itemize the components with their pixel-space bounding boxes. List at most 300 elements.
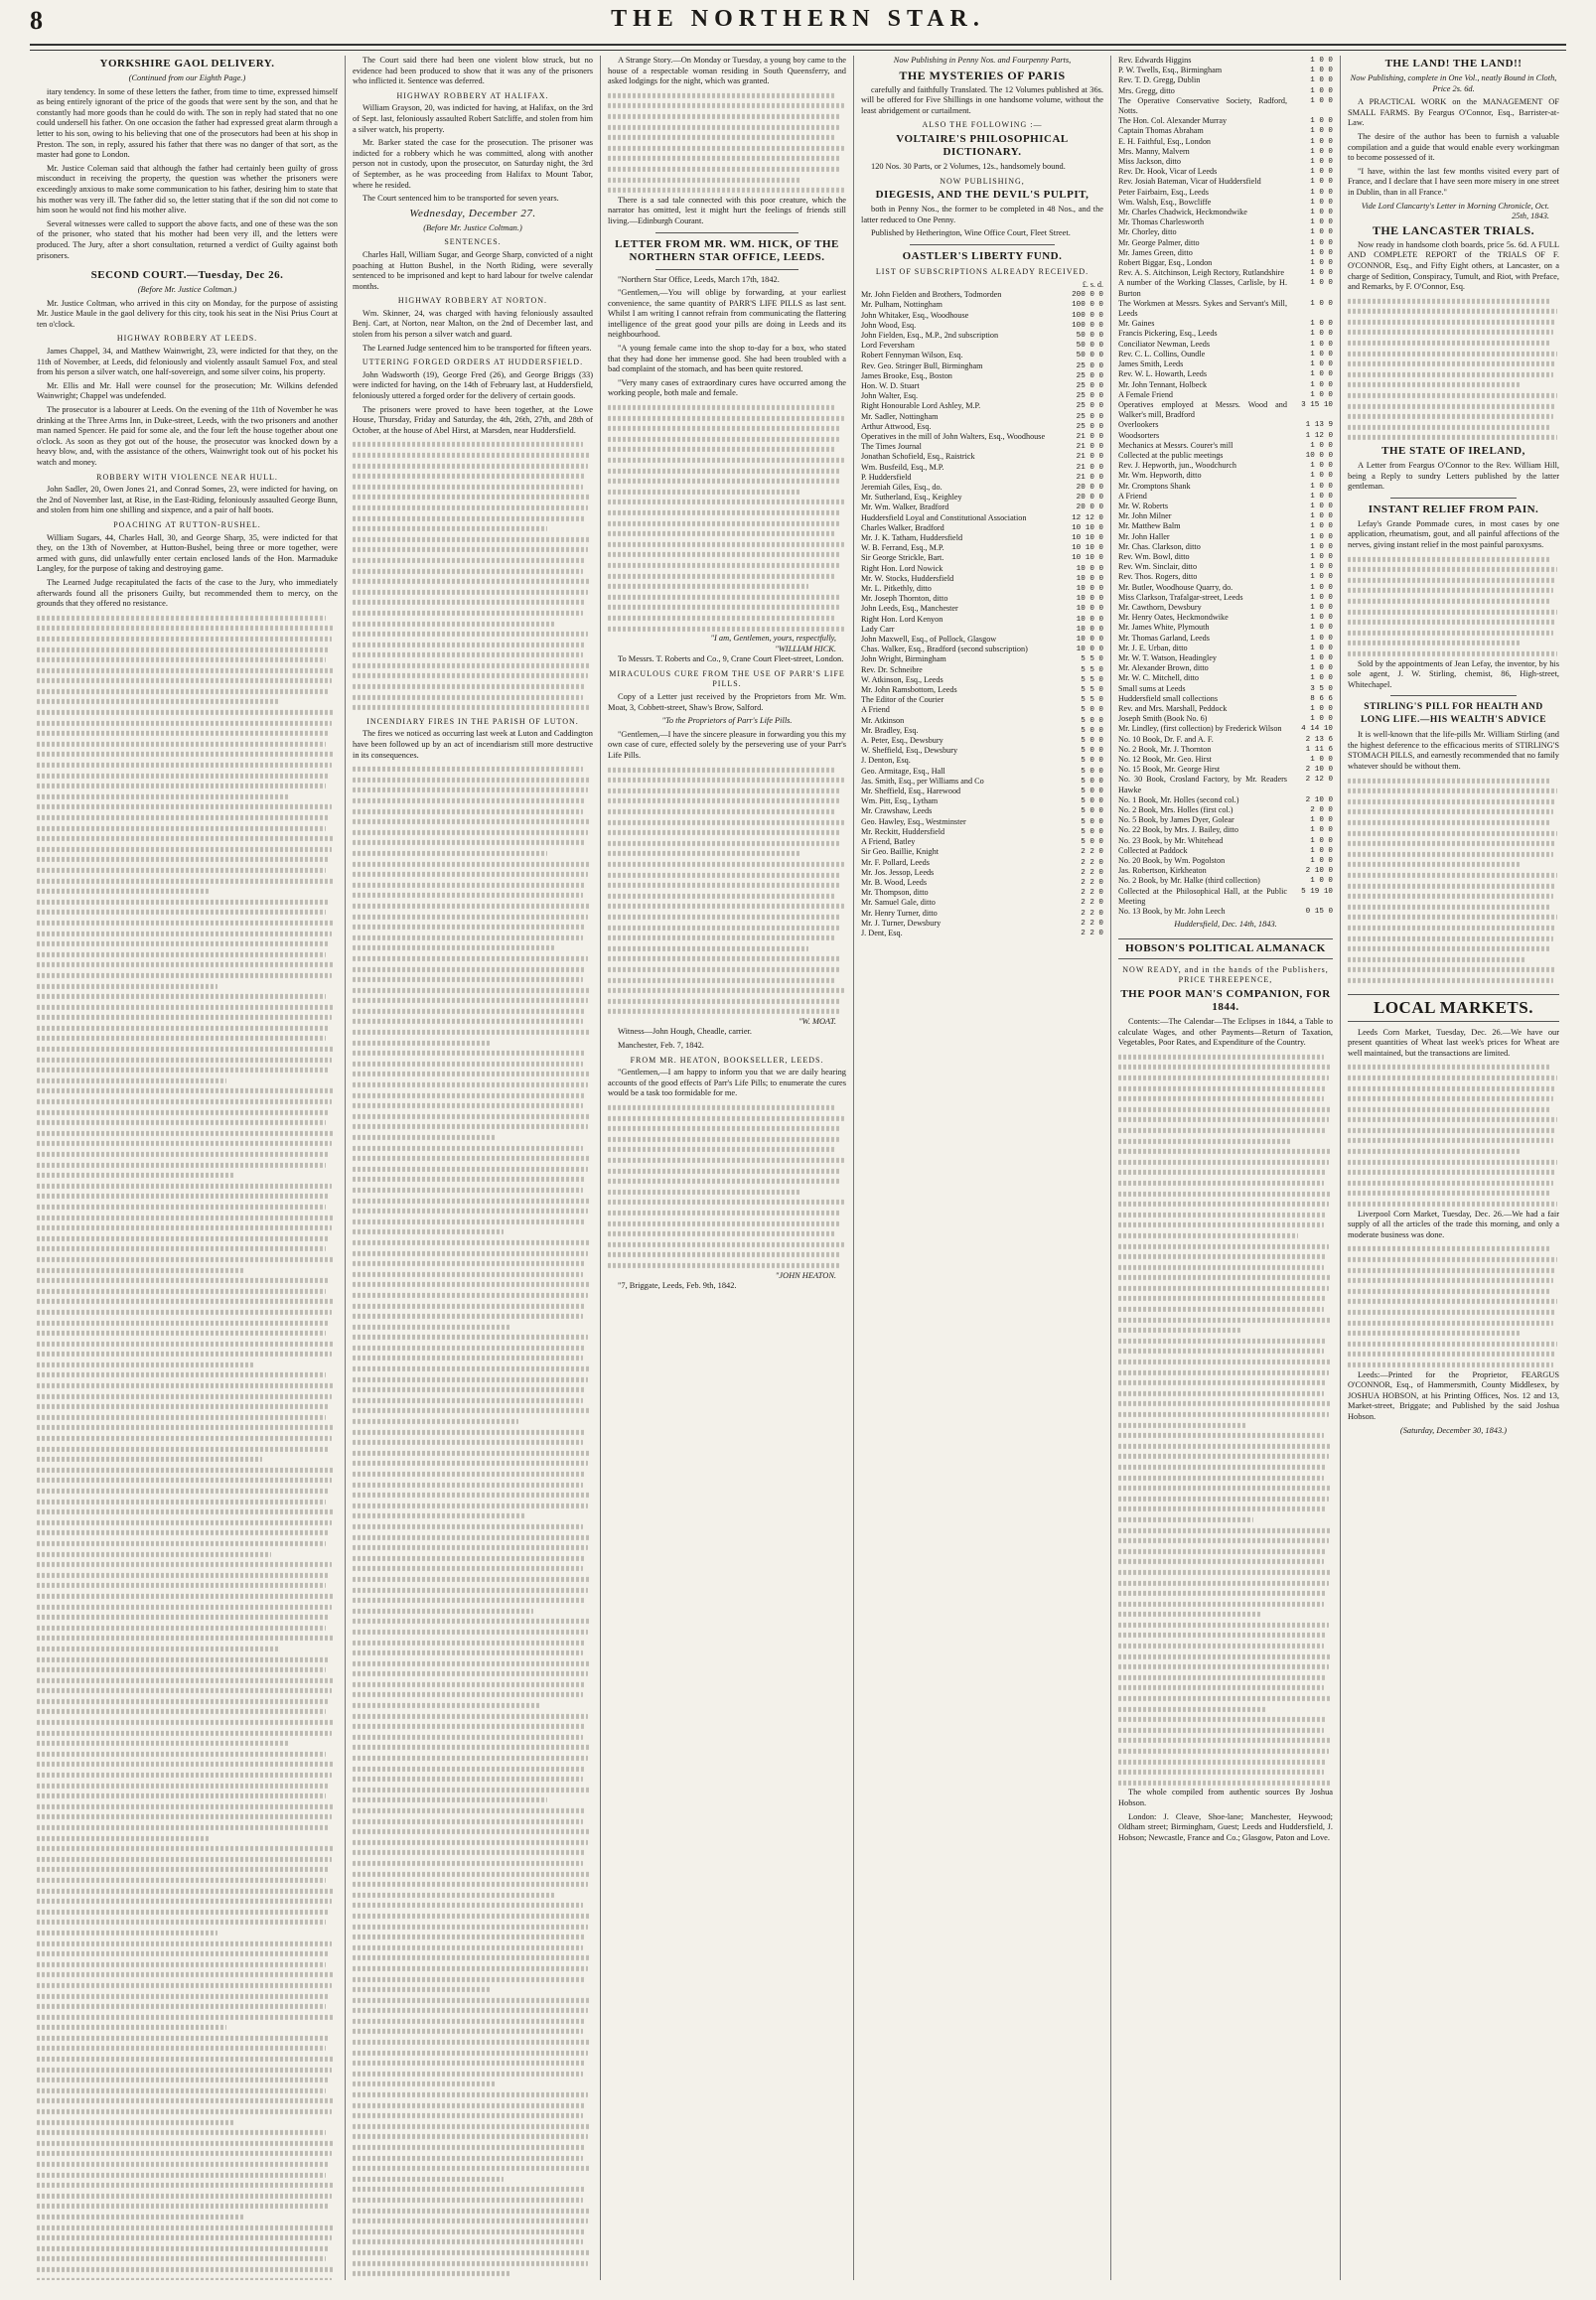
print-line [37, 1047, 335, 1052]
subscription-row [861, 422, 1103, 432]
print-line [1118, 1055, 1324, 1060]
subscriber-name: W. B. Ferrand, Esq., M.P. [861, 543, 944, 553]
print-line [37, 1372, 326, 1377]
print-line [1348, 330, 1553, 335]
subscription-amount: 1 0 0 [1310, 573, 1333, 582]
print-line [1348, 1181, 1553, 1186]
print-line [37, 1468, 335, 1473]
print-line [353, 1135, 497, 1140]
print-line [1118, 1497, 1329, 1502]
subscription-amount: 25 0 0 [1076, 412, 1103, 421]
print-line [353, 988, 591, 993]
subscription-row [861, 878, 1103, 888]
article-paragraph: There is a sad tale connected with this poor creature, which the narrator has omitted, lest it might hurt the feelings of friends still living.—Edinburgh Courant. [608, 195, 846, 225]
print-line [1118, 1128, 1327, 1133]
subscription-row [861, 654, 1103, 664]
print-line [1348, 588, 1553, 593]
print-line [37, 763, 332, 768]
subscriber-name: James Brooke, Esq., Boston [861, 370, 952, 380]
print-line [1118, 1633, 1327, 1638]
subscriber-name: A Female Friend [1118, 389, 1174, 399]
print-line [353, 1072, 591, 1077]
print-line [353, 1041, 490, 1046]
subscriber-name: John Walter, Esq. [861, 391, 919, 401]
subscription-row [861, 837, 1103, 847]
subscription-amount: 1 0 0 [1310, 86, 1333, 95]
subscriber-name: Mr. J. Turner, Dewsbury [861, 918, 942, 928]
subscription-row [1118, 319, 1333, 329]
print-line [37, 2025, 226, 2030]
subscription-amount: 20 0 0 [1076, 483, 1103, 492]
print-line [353, 1019, 583, 1024]
print-line [1348, 435, 1557, 440]
subscription-amount: 1 0 0 [1310, 209, 1333, 217]
subscriber-name: No. 2 Book, Mrs. Holles (first col.) [1118, 805, 1233, 815]
small-print [353, 764, 593, 2280]
print-line [608, 872, 841, 877]
print-line [37, 721, 332, 726]
subscription-amount: 1 0 0 [1310, 653, 1333, 662]
subscriber-name: Peter Fairbairn, Esq., Leeds [1118, 187, 1209, 197]
subscription-amount: 5 5 0 [1081, 696, 1103, 705]
print-line [1118, 1254, 1327, 1259]
print-line [37, 1131, 335, 1136]
subscriber-name: Mr. Butler, Woodhouse Quarry, do. [1118, 582, 1233, 592]
print-line [37, 2151, 332, 2156]
subscriber-name: The Times Journal [861, 442, 922, 452]
print-line [353, 1156, 591, 1161]
print-line [353, 1009, 586, 1014]
subscription-amount: 25 0 0 [1076, 392, 1103, 401]
subscription-row [1118, 157, 1333, 167]
article-paragraph: William Sugars, 44, Charles Hall, 30, and George Sharp, 35, were indicted for that they, on the 13th of November, at Hutton-Bushel, being three or more together, were armed with guns, did unlawfully enter certain enclosed lands of the Hon. Marmaduke Langley, for the purpose of taking and destroying game. [37, 532, 338, 574]
subscription-amount: 21 0 0 [1076, 443, 1103, 452]
subscription-row [861, 513, 1103, 523]
print-line [353, 1893, 554, 1898]
subscription-row [861, 321, 1103, 331]
subscription-row [1118, 724, 1333, 734]
small-print [1348, 776, 1559, 986]
print-line [37, 1784, 329, 1789]
subscription-row [861, 888, 1103, 898]
article-paragraph: Mr. Ellis and Mr. Hall were counsel for the prosecution; Mr. Wilkins defended Wainwright; Chappel was undefended. [37, 380, 338, 401]
subscription-row [1118, 96, 1333, 116]
print-line [37, 2267, 335, 2272]
print-line [1348, 567, 1557, 572]
print-line [353, 1598, 586, 1603]
print-line [353, 2250, 591, 2255]
subscription-row [1118, 755, 1333, 765]
print-line [353, 1735, 583, 1740]
print-line [1348, 341, 1550, 346]
print-line [353, 632, 588, 637]
subscription-row [861, 584, 1103, 594]
print-line [608, 1252, 841, 1257]
print-line [353, 1692, 583, 1697]
subscriber-name: A Friend [861, 705, 890, 715]
subscriber-name: Mr. Chas. Clarkson, ditto [1118, 541, 1201, 551]
print-line [353, 2072, 583, 2077]
print-line [353, 1366, 591, 1371]
subscriber-name: Wm. Busfeild, Esq., M.P. [861, 462, 944, 472]
subscription-row [1118, 227, 1333, 237]
subscription-amount: 2 2 0 [1081, 868, 1103, 877]
print-line [1118, 1401, 1331, 1406]
print-line [353, 1493, 591, 1498]
subscriber-name: Mr. George Palmer, ditto [1118, 237, 1200, 247]
subscription-amount: 1 0 0 [1310, 198, 1333, 207]
small-print [608, 765, 846, 1017]
print-line [37, 1636, 335, 1641]
subscriber-name: Francis Pickering, Esq., Leeds [1118, 329, 1218, 339]
subscription-row [1118, 502, 1333, 511]
print-line [37, 1246, 326, 1251]
subscription-row [1118, 75, 1333, 85]
print-line [1118, 1380, 1327, 1385]
print-line [37, 1394, 332, 1399]
subscription-amount: 5 5 0 [1081, 675, 1103, 684]
print-line [353, 966, 586, 971]
page-columns [30, 56, 1566, 2280]
article-subheading: (Before Mr. Justice Coltman.) [137, 285, 237, 295]
print-line [353, 1777, 583, 1782]
subscription-amount: 1 0 0 [1310, 137, 1333, 146]
print-line [353, 652, 583, 657]
subscription-amount: 1 0 0 [1310, 117, 1333, 126]
print-line [1118, 1339, 1327, 1344]
print-line [353, 1587, 588, 1592]
subscriber-name: Mrs. Manny, Malvern [1118, 146, 1190, 156]
subscription-row [861, 543, 1103, 553]
subscription-amount: 1 0 0 [1310, 168, 1333, 177]
subscription-amount: 21 0 0 [1076, 473, 1103, 482]
print-line [353, 695, 583, 700]
print-line [1118, 1318, 1331, 1323]
subscriber-name: Mr. John Milner [1118, 511, 1172, 521]
subscription-amount: 1 0 0 [1310, 552, 1333, 561]
print-line [353, 1229, 504, 1234]
print-line [37, 857, 329, 862]
subscriber-name: Operatives in the mill of John Walters, Esq., Woodhouse [861, 431, 1046, 441]
divider [910, 244, 1055, 245]
print-line [353, 1030, 591, 1035]
subscriber-name: Right Honourable Lord Ashley, M.P. [861, 401, 981, 411]
print-line [1118, 1265, 1324, 1270]
print-line [37, 1941, 332, 1945]
print-line [37, 1931, 218, 1936]
subscription-row [1118, 126, 1333, 136]
subscriber-name: Mr. Sutherland, Esq., Keighley [861, 493, 962, 503]
print-line [37, 962, 335, 967]
subscriber-name: Rev. T. D. Gregg, Dublin [1118, 75, 1201, 85]
subscription-row [861, 796, 1103, 806]
print-line [37, 1078, 226, 1083]
print-line [1348, 894, 1553, 899]
print-line [353, 861, 591, 866]
subscription-amount: 1 0 0 [1310, 664, 1333, 673]
print-line [37, 1120, 326, 1125]
column-6 [1341, 56, 1566, 2280]
print-line [1118, 1644, 1324, 1649]
print-line [37, 1225, 332, 1230]
print-line [37, 1825, 329, 1830]
subscription-row [1118, 188, 1333, 198]
print-line [353, 1272, 583, 1277]
subscriber-name: Mr. W. T. Watson, Headingley [1118, 652, 1217, 662]
subscription-amount: 10 0 0 [1076, 564, 1103, 573]
subscriber-name: Mr. B. Wood, Leeds [861, 877, 928, 887]
print-line [1348, 1128, 1555, 1133]
print-line [608, 469, 841, 474]
print-line [1348, 651, 1557, 656]
subscription-amount: 1 0 0 [1310, 816, 1333, 825]
print-line [353, 830, 588, 835]
print-line [353, 1250, 588, 1255]
print-line [37, 1299, 335, 1304]
subscriber-name: Arthur Attwood, Esq. [861, 421, 932, 431]
subscription-row [861, 533, 1103, 543]
subscriber-name: A. Peter, Esq., Dewsbury [861, 736, 943, 746]
subscriber-name: John Fielden, Esq., M.P., 2nd subscription [861, 330, 999, 340]
print-line [353, 2082, 497, 2086]
subscription-row [1118, 441, 1333, 451]
subscription-row [861, 381, 1103, 391]
print-line [1348, 978, 1553, 983]
print-line [37, 1709, 326, 1714]
print-line [353, 2061, 586, 2066]
print-line [37, 2173, 326, 2178]
subscription-amount: 5 0 0 [1081, 726, 1103, 735]
subscriber-name: Mr. Reckitt, Huddersfield [861, 826, 945, 836]
print-line [37, 910, 326, 915]
print-line [37, 784, 326, 789]
print-line [1118, 1781, 1331, 1786]
print-line [353, 788, 588, 792]
subscription-amount: 1 0 0 [1310, 340, 1333, 349]
subscription-amount: 3 5 0 [1310, 684, 1333, 693]
print-line [353, 1504, 588, 1509]
subscriber-name: The Hon. Col. Alexander Murray [1118, 116, 1228, 126]
print-line [37, 1867, 329, 1872]
print-line [1118, 1728, 1324, 1733]
print-line [1118, 1738, 1331, 1743]
print-line [1118, 1486, 1331, 1491]
subscription-amount: 100 0 0 [1072, 311, 1103, 320]
article-subheading: (Before Mr. Justice Coltman.) [423, 222, 522, 232]
subscriber-name: Collected at Paddock [1118, 845, 1188, 855]
print-line [1348, 620, 1555, 625]
subscriber-name: Mr. Alexander Brown, ditto [1118, 663, 1209, 673]
subscription-amount: 1 0 0 [1310, 634, 1333, 643]
print-line [1118, 1423, 1247, 1428]
subscriber-name: P. Huddersfield [861, 472, 912, 482]
article-paragraph: The prisoners were proved to have been together, at the Lowe House, Thursday, Friday and Saturday, the 4th, 26th, 27th, and 28th of October, at the house of Abel Hirst, at Marsden, near Huddersfield. [353, 404, 593, 435]
subscription-amount: 1 0 0 [1310, 76, 1333, 85]
advert-paragraph: It is well-known that the life-pills Mr. William Stirling (and the highest deference to the efficacious merits of STIRLING'S STOMACH PILLS, and earnestly recommended that no family whatever should be without them. [1348, 730, 1559, 772]
print-line [37, 1551, 271, 1556]
subscriber-name: Mr. Crawshaw, Leeds [861, 806, 933, 816]
print-line [353, 977, 583, 982]
print-line [353, 1124, 588, 1129]
print-line [353, 1987, 490, 1992]
print-line [608, 789, 841, 793]
print-line [353, 590, 588, 595]
print-line [1348, 578, 1555, 583]
subscription-amount: 1 0 0 [1310, 238, 1333, 247]
print-line [1348, 361, 1555, 366]
print-line [37, 2120, 235, 2125]
print-line [1118, 1286, 1329, 1291]
print-line [37, 2235, 332, 2240]
article-paragraph: The Learned Judge recapitulated the facts of the case to the Jury, who immediately afterwards found all the prisoners Guilty, but recommended them to mercy, on the grounds that they offered no resistance. [37, 577, 338, 609]
subscription-row [1118, 836, 1333, 846]
print-line [353, 474, 586, 479]
subscriber-name: The Operative Conservative Society, Radford, Notts. [1118, 95, 1287, 116]
subscriber-name: Mr. Pulham, Nottingham [861, 300, 943, 310]
subscription-amount: 4 14 10 [1301, 725, 1333, 734]
letter-signature: "W. MOAT. [798, 1016, 836, 1026]
print-line [37, 878, 335, 883]
print-line [37, 647, 329, 651]
print-line [37, 742, 326, 747]
small-print [1348, 1062, 1559, 1209]
print-line [608, 1231, 836, 1236]
print-line [1118, 1654, 1331, 1659]
subscription-amount: 10 10 0 [1072, 523, 1103, 532]
print-line [353, 1177, 586, 1182]
subscription-row [861, 604, 1103, 614]
print-line [353, 1819, 583, 1824]
article-paragraph: "Gentlemen,—You will oblige by forwarding, at your earliest convenience, the same quantity of PARR'S LIFE PILLS as last sent. Whilst I am writing I cannot refrain from communicating the flattering intelligence of the great good your pills are doing in Leeds and its neighbourhood. [608, 288, 846, 340]
subscriber-name: Mr. Matthew Balm [1118, 521, 1181, 531]
subscription-row [1118, 795, 1333, 805]
print-line [353, 1198, 591, 1203]
print-line [37, 2183, 335, 2188]
subscription-row [1118, 359, 1333, 369]
print-line [608, 447, 836, 452]
print-line [37, 1647, 280, 1652]
print-line [1348, 915, 1557, 920]
print-line [353, 1914, 591, 1919]
print-line [608, 146, 844, 151]
print-line [1118, 1517, 1253, 1522]
subscriber-name: Miss Clarkson, Trafalgar-street, Leeds [1118, 592, 1243, 602]
print-line [1348, 1257, 1557, 1262]
subscription-amount: 10 0 0 [1076, 585, 1103, 594]
subscription-row [1118, 471, 1333, 481]
subscriber-name: Right Hon. Lord Kenyon [861, 614, 943, 624]
subscription-amount: 5 19 10 [1301, 887, 1333, 896]
article-heading: SECOND COURT.—Tuesday, Dec 26. [90, 269, 284, 282]
subscription-amount: 1 0 0 [1310, 502, 1333, 510]
print-line [353, 2156, 583, 2161]
subscription-amount: 2 10 0 [1305, 766, 1333, 775]
subscription-row [1118, 542, 1333, 552]
small-print [1348, 1243, 1559, 1369]
article-paragraph: Charles Hall, William Sugar, and George Sharp, convicted of a night poaching at Hutton Bushel, in the North Riding, were severally sentenced to be imprisoned and kept to hard labour for twelve calendar months. [353, 249, 593, 291]
section-heading: POACHING AT RUTTON-RUSHEL. [113, 519, 261, 529]
print-line [37, 2277, 332, 2280]
print-line [37, 1184, 332, 1189]
print-line [353, 2124, 591, 2129]
subscriber-name: Rev. and Mrs. Marshall, Peddock [1118, 704, 1228, 713]
print-line [37, 1972, 335, 1977]
print-line [1118, 1202, 1329, 1207]
print-line [608, 135, 836, 140]
print-line [353, 2051, 588, 2056]
print-line [353, 1998, 591, 2003]
print-line [353, 495, 591, 500]
subscription-row [861, 675, 1103, 685]
subscriber-name: No. 20 Book, by Wm. Pogolston [1118, 856, 1226, 866]
print-line [37, 1910, 329, 1915]
print-line [353, 1293, 588, 1298]
print-line [1118, 1213, 1327, 1218]
subscriber-name: No. 1 Book, Mr. Holles (second col.) [1118, 794, 1239, 804]
print-line [1118, 1391, 1324, 1396]
advert-heading: THE LANCASTER TRIALS. [1372, 222, 1535, 237]
subscription-row [1118, 653, 1333, 663]
currency-header: £. s. d. [1082, 279, 1103, 289]
subscription-row [1118, 137, 1333, 147]
subscription-amount: 25 0 0 [1076, 402, 1103, 411]
print-line [37, 1005, 335, 1010]
print-line [1348, 946, 1550, 951]
subscriber-name: Mr. Charles Chadwick, Heckmondwike [1118, 208, 1247, 217]
print-line [353, 1430, 586, 1435]
subscription-row [861, 473, 1103, 483]
subscriber-name: Mr. W. Roberts [1118, 501, 1169, 510]
print-line [353, 1566, 583, 1571]
print-line [353, 1282, 591, 1287]
subscriber-name: W. Sheffield, Esq., Dewsbury [861, 746, 958, 756]
advert-paragraph: 120 Nos. 30 Parts, or 2 Volumes, 12s., handsomely bound. [871, 161, 1066, 171]
section-heading: UTTERING FORGED ORDERS AT HUDDERSFIELD. [362, 358, 584, 367]
advert-quote-source: Vide Lord Clancarty's Letter in Morning Chronicle, Oct. 25th, 1843. [1361, 201, 1549, 221]
print-line [37, 1520, 332, 1525]
print-line [353, 945, 554, 950]
print-line [37, 1058, 332, 1063]
print-line [1118, 1191, 1331, 1196]
subscriber-name: Mr. John Tennant, Holbeck [1118, 379, 1208, 389]
print-line [1348, 884, 1555, 889]
subscription-row [1118, 634, 1333, 644]
subscriber-name: No. 13 Book, by Mr. John Leech [1118, 907, 1226, 917]
subscription-amount: 10 0 0 [1076, 625, 1103, 634]
subscriber-name: Mrs. Gregg, ditto [1118, 85, 1175, 95]
section-title: LOCAL MARKETS. [1348, 994, 1559, 1022]
print-line [353, 1513, 525, 1518]
print-line [1118, 1549, 1327, 1554]
print-line [37, 794, 290, 799]
subscription-amount: 10 0 0 [1305, 451, 1333, 460]
article-subheading: (Continued from our Eighth Page.) [128, 73, 246, 82]
subscription-amount: 1 0 0 [1310, 218, 1333, 227]
subscription-amount: 5 0 0 [1081, 827, 1103, 836]
print-line [353, 2208, 591, 2213]
article-paragraph: Mr. Justice Coltman, who arrived in this city on Monday, for the purpose of assisting Mr. Justice Maule in the gaol delivery for this city, took his seat in the Nisi Prius Court at ten o'clock. [37, 298, 338, 329]
print-line [353, 998, 588, 1003]
print-line [353, 1966, 588, 1971]
print-line [37, 1068, 329, 1073]
print-line [608, 114, 841, 119]
subscription-row [1118, 340, 1333, 350]
print-line [353, 2008, 588, 2013]
print-line [608, 93, 836, 98]
print-line [353, 1220, 586, 1224]
subscription-row [1118, 369, 1333, 379]
print-line [1118, 1559, 1324, 1564]
